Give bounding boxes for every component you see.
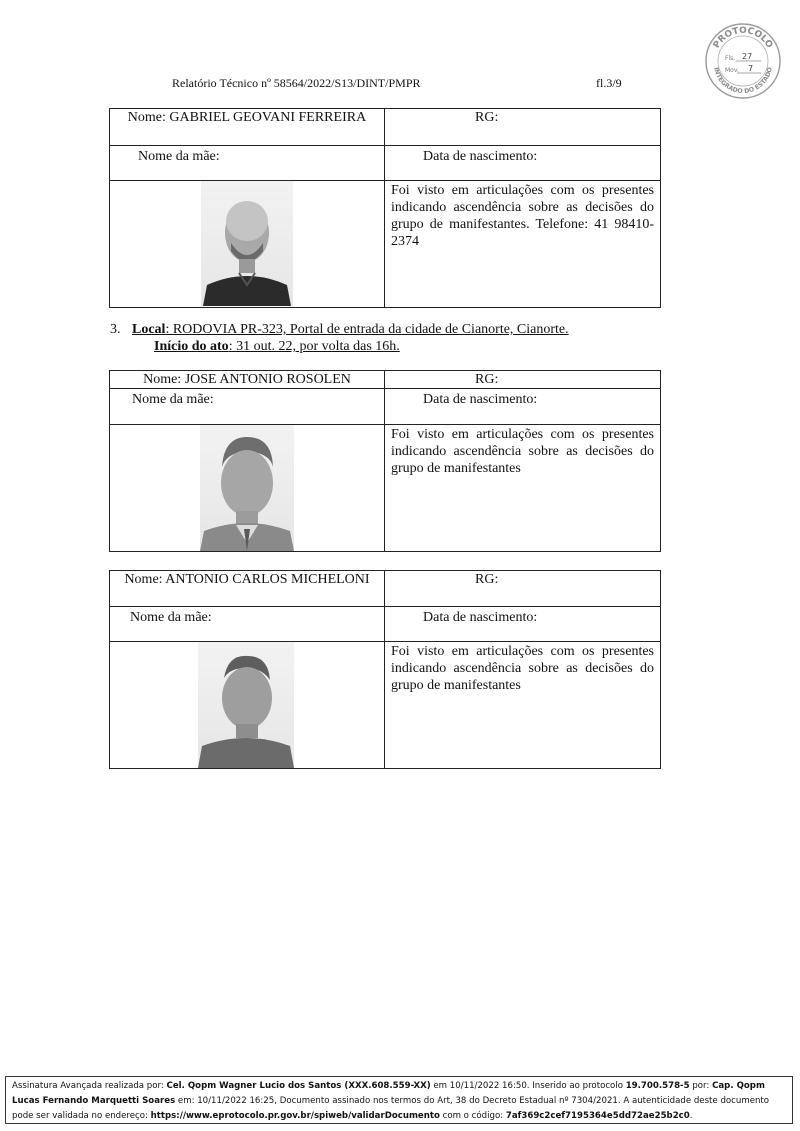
footer-signer-1: Cel. Qopm Wagner Lucio dos Santos (XXX.608.559-XX) [166,1081,431,1091]
section-3-location [110,321,569,355]
footer-text-3: por: [689,1081,713,1091]
footer-text-2: em 10/11/2022 16:50. Inserido ao protocolo [430,1081,626,1091]
inicio-text: : 31 out. 22, por volta das 16h. [228,339,400,354]
location-line [110,321,569,338]
footer-text-4: em: 10/11/2022 16:25, Documento assinado nos termos do Art, 38 do Decreto Estadual nº 7304/2021. A autenticidade deste documento pode ser validada no endereço: [12,1096,770,1121]
person-name: Nome: JOSE ANTONIO ROSOLEN [110,371,385,388]
person-card-3 [109,570,661,769]
section-number: 3. [110,322,121,337]
person-description: Foi visto em articulações com os presentes indicando ascendência sobre as decisões do grupo de manifestantes. Telefone: 41 98410-2374 [391,183,654,249]
footer-signer-2: Cap. Qopm Lucas Fernando Marquetti Soares [12,1081,765,1106]
person-photo [201,181,293,306]
local-text: : RODOVIA PR-323, Portal de entrada da cidade de Cianorte, Cianorte. [165,322,569,337]
footer-protocol: 19.700.578-5 [625,1081,690,1091]
local-label: Local [132,322,166,337]
person-rg: RG: [475,372,499,387]
stamp-seal-icon [704,22,782,100]
person-photo-cell [110,181,385,307]
footer-text-5: com o código: [439,1111,506,1121]
portrait-icon [200,425,294,551]
footer-text-6: . [689,1111,693,1121]
person-card-1 [109,108,661,308]
person-mother-name: Nome da mãe: [110,607,385,641]
footer-validation-url[interactable]: https://www.eprotocolo.pr.gov.br/spiweb/validarDocumento [150,1111,440,1121]
person-name: Nome: ANTONIO CARLOS MICHELONI [110,571,385,606]
person-birth-date: Data de nascimento: [423,149,538,164]
stamp-fls-label: Fls. [725,55,736,62]
person-mother-name: Nome da mãe: [110,146,385,180]
stamp-mov-label: Mov. [725,67,739,74]
person-photo [200,425,294,551]
person-photo-cell [110,642,385,768]
footer-text-1: Assinatura Avançada realizada por: [12,1081,167,1091]
person-rg: RG: [475,110,499,125]
page-number: fl.3/9 [596,76,622,90]
portrait-icon [198,642,294,768]
person-photo [198,642,294,768]
portrait-icon [201,181,293,306]
inicio-label: Início do ato [154,339,229,354]
svg-text:PROTOCOLO [712,26,775,50]
person-rg: RG: [475,572,499,587]
stamp-top-text: PROTOCOLO [711,26,775,51]
report-title: Relatório Técnico nº 58564/2022/S13/DINT/PMPR [172,76,421,90]
stamp-bottom-text: INTEGRADO DO ESTADO [712,66,774,96]
person-card-2 [109,370,661,552]
person-name: Nome: GABRIEL GEOVANI FERREIRA [110,109,385,145]
signature-footer [5,1076,793,1124]
protocol-stamp [704,22,782,100]
stamp-fls-value: 27 [742,52,753,61]
person-birth-date: Data de nascimento: [423,610,538,625]
start-line [154,338,569,355]
stamp-mov-value: 7 [748,64,754,73]
person-description: Foi visto em articulações com os presentes indicando ascendência sobre as decisões do grupo de manifestantes [391,644,654,693]
person-description: Foi visto em articulações com os presentes indicando ascendência sobre as decisões do grupo de manifestantes [391,427,654,476]
footer-validation-code: 7af369c2cef7195364e5dd72ae25b2c0 [505,1111,690,1121]
person-mother-name: Nome da mãe: [110,389,385,424]
person-photo-cell [110,425,385,551]
person-birth-date: Data de nascimento: [423,392,538,407]
